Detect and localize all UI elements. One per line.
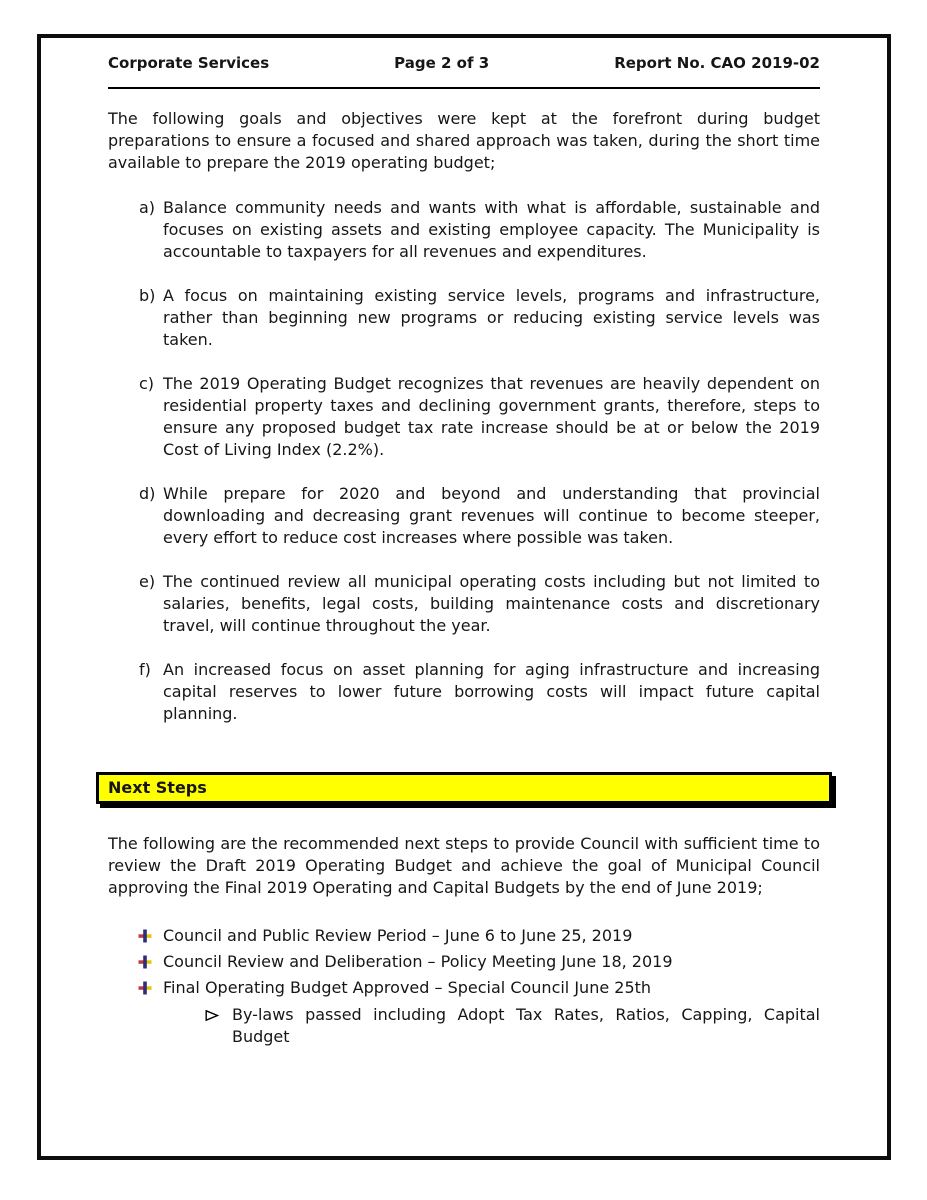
goals-lettered-list xyxy=(108,197,820,725)
header-divider xyxy=(108,87,820,89)
bullet-item xyxy=(108,949,820,975)
bullet-text: Final Operating Budget Approved – Special Council June 25th xyxy=(163,978,652,997)
bullet-text: Council and Public Review Period – June 6 to June 25, 2019 xyxy=(163,926,633,945)
bullet-item xyxy=(108,923,820,949)
section-header-next-steps xyxy=(96,772,832,804)
document-header xyxy=(108,54,820,73)
plus-3d-bullet-icon xyxy=(138,929,152,943)
list-item-text: The continued review all municipal operating costs including but not limited to salaries, benefits, legal costs, building maintenance costs and discretionary travel, will continue throughout the year. xyxy=(163,572,820,635)
bullet-item xyxy=(108,975,820,1001)
list-item-text: A focus on maintaining existing service levels, programs and infrastructure, rather than beginning new programs or reducing existing service levels was taken. xyxy=(163,286,820,349)
list-item-text: An increased focus on asset planning for aging infrastructure and increasing capital reserves to lower future borrowing costs will impact future capital planning. xyxy=(163,660,820,723)
header-report-number: Report No. CAO 2019-02 xyxy=(614,54,820,72)
right-arrowhead-icon xyxy=(205,1009,219,1022)
list-item-marker: d) xyxy=(139,484,156,503)
header-page-number: Page 2 of 3 xyxy=(394,54,490,72)
header-department: Corporate Services xyxy=(108,54,270,72)
list-item-marker: b) xyxy=(139,286,156,305)
list-item-text: The 2019 Operating Budget recognizes that revenues are heavily dependent on residential property taxes and declining government grants, therefore, steps to ensure any proposed budget tax rate increase should be at or below the 2019 Cost of Living Index (2.2%). xyxy=(163,374,820,459)
page-frame xyxy=(37,34,891,1160)
section-title: Next Steps xyxy=(108,778,207,797)
list-item xyxy=(108,373,820,461)
bullet-text: Council Review and Deliberation – Policy Meeting June 18, 2019 xyxy=(163,952,673,971)
list-item-marker: c) xyxy=(139,374,155,393)
list-item-marker: a) xyxy=(139,198,156,217)
intro-paragraph: The following goals and objectives were kept at the forefront during budget preparations to ensure a focused and shared approach was taken, during the short time available to prepare the 2019 operating budget; xyxy=(108,109,820,172)
list-item xyxy=(108,483,820,549)
list-item xyxy=(108,285,820,351)
list-item-text: While prepare for 2020 and beyond and understanding that provincial downloading and decreasing grant revenues will continue to become steeper, every effort to reduce cost increases where possible was taken. xyxy=(163,484,820,547)
list-item-marker: e) xyxy=(139,572,156,591)
sub-bullet-text: By-laws passed including Adopt Tax Rates, Ratios, Capping, Capital Budget xyxy=(232,1005,820,1046)
list-item-marker: f) xyxy=(139,660,151,679)
plus-3d-bullet-icon xyxy=(138,955,152,969)
list-item-text: Balance community needs and wants with what is affordable, sustainable and focuses on existing assets and existing employee capacity. The Municipality is accountable to taxpayers for all revenues and expenditures. xyxy=(163,198,820,261)
plus-3d-bullet-icon xyxy=(138,981,152,995)
sub-bullet-item xyxy=(108,1004,820,1048)
next-steps-paragraph: The following are the recommended next steps to provide Council with sufficient time to review the Draft 2019 Operating Budget and achieve the goal of Municipal Council approving the Final 2019 Operating and Capital Budgets by the end of June 2019; xyxy=(108,834,820,897)
next-steps-bullet-list xyxy=(108,923,820,1048)
list-item xyxy=(108,197,820,263)
list-item xyxy=(108,659,820,725)
list-item xyxy=(108,571,820,637)
